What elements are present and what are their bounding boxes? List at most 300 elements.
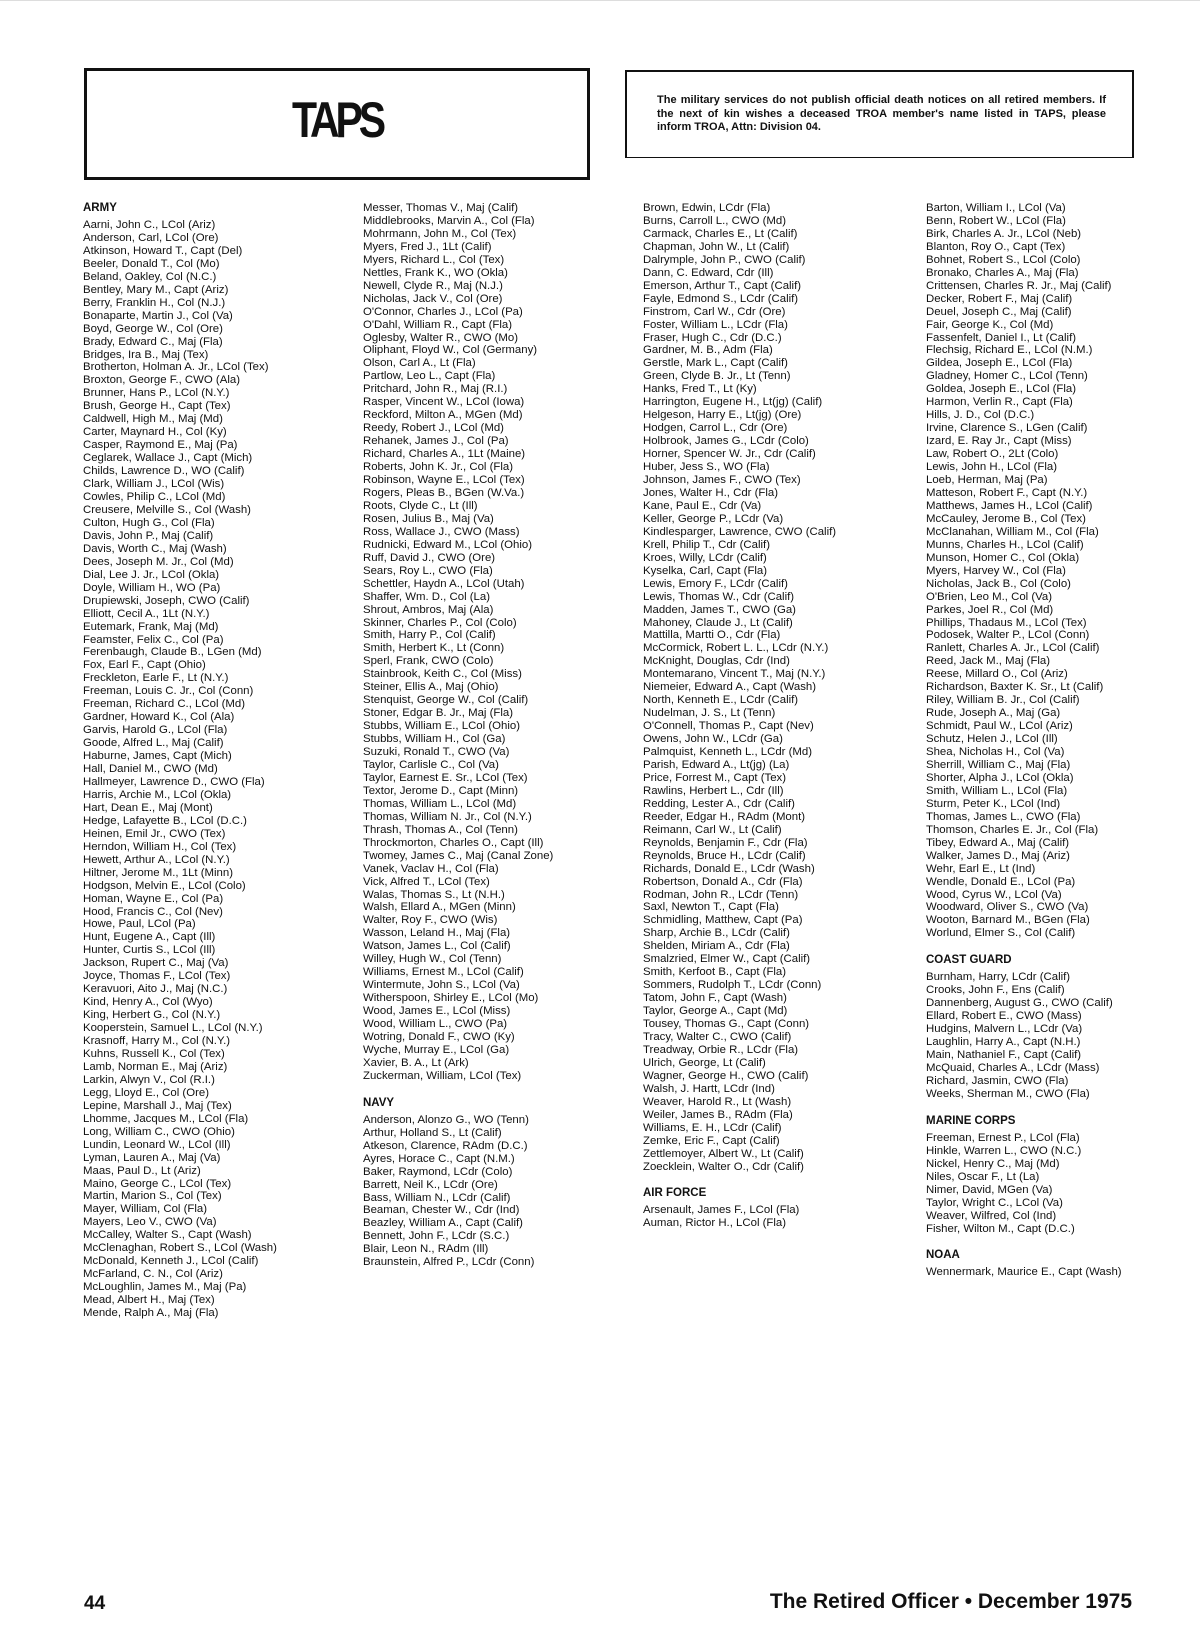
list-item: Hall, Daniel M., CWO (Md) (83, 763, 218, 776)
list-item: Herndon, William H., Col (Tex) (83, 840, 237, 853)
section-heading: COAST GUARD (926, 954, 1012, 967)
list-item: Steiner, Ellis A., Maj (Ohio) (363, 681, 499, 694)
list-item: McClenaghan, Robert S., LCol (Wash) (83, 1242, 277, 1255)
list-item: Laughlin, Harry A., Capt (N.H.) (926, 1036, 1081, 1049)
list-item: Treadway, Orbie R., LCdr (Fla) (643, 1043, 799, 1056)
list-item: Caldwell, High M., Maj (Md) (83, 413, 223, 426)
list-item: Kind, Henry A., Col (Wyo) (83, 996, 213, 1009)
list-item: Roberts, John K. Jr., Col (Fla) (363, 461, 514, 474)
list-item: Gildea, Joseph E., LCol (Fla) (926, 357, 1073, 370)
list-item: Harmon, Verlin R., Capt (Fla) (926, 396, 1073, 409)
list-item: Witherspoon, Shirley E., LCol (Mo) (363, 992, 539, 1005)
list-item: Hallmeyer, Lawrence D., CWO (Fla) (83, 775, 265, 788)
list-item: Decker, Robert F., Maj (Calif) (926, 292, 1073, 305)
list-item: Goode, Alfred L., Maj (Calif) (83, 737, 224, 750)
list-item: Elliott, Cecil A., 1Lt (N.Y.) (83, 607, 210, 620)
list-item: Hinkle, Warren L., CWO (N.C.) (926, 1144, 1082, 1157)
list-item: Lhomme, Jacques M., LCol (Fla) (83, 1112, 249, 1125)
list-item: Crooks, John F., Ens (Calif) (926, 984, 1065, 997)
list-item: Thrash, Thomas A., Col (Tenn) (363, 823, 518, 836)
list-item: Nettles, Frank K., WO (Okla) (363, 266, 508, 279)
list-item: Saxl, Newton T., Capt (Fla) (643, 901, 779, 914)
list-item: Thomas, James L., CWO (Fla) (926, 810, 1081, 823)
list-item: Stubbs, William H., Col (Ga) (363, 733, 506, 746)
list-item: Reynolds, Bruce H., LCdr (Calif) (643, 849, 806, 862)
list-item: Niles, Oscar F., Lt (La) (926, 1170, 1040, 1183)
list-item: Munns, Charles H., LCol (Calif) (926, 538, 1084, 551)
list-item: Riley, William B. Jr., Col (Calif) (926, 694, 1080, 707)
list-item: Hanks, Fred T., Lt (Ky) (643, 383, 757, 396)
list-item: Freeman, Louis C. Jr., Col (Conn) (83, 685, 254, 698)
list-item: Thomas, William N. Jr., Col (N.Y.) (363, 810, 532, 823)
list-item: Fisher, Wilton M., Capt (D.C.) (926, 1222, 1075, 1235)
list-item: Krasnoff, Harry M., Col (N.Y.) (83, 1035, 231, 1048)
list-item: Worlund, Elmer S., Col (Calif) (926, 927, 1076, 940)
list-item: Blanton, Roy O., Capt (Tex) (926, 240, 1066, 253)
list-item: Arsenault, James F., LCol (Fla) (643, 1204, 800, 1217)
list-item: Atkeson, Clarence, RAdm (D.C.) (363, 1139, 528, 1152)
list-item: Rosen, Julius B., Maj (Va) (363, 512, 494, 525)
list-item: Walsh, Ellard A., MGen (Minn) (363, 901, 516, 914)
notice-text: The military services do not publish official death notices on all retired members. If the next of kin wishes a deceased TROA member's name listed in TAPS, please inform TROA, Attn: Division 04. (657, 94, 1106, 133)
list-item: Matthews, James H., LCol (Calif) (926, 499, 1093, 512)
list-item: Anderson, Alonzo G., WO (Tenn) (363, 1113, 529, 1126)
list-item: O'Dahl, William R., Capt (Fla) (363, 318, 513, 331)
list-item: Culton, Hugh G., Col (Fla) (83, 516, 215, 529)
list-item: Mayer, William, Col (Fla) (83, 1203, 208, 1216)
list-item: Anderson, Carl, LCol (Ore) (83, 231, 219, 244)
list-item: Dannenberg, August G., CWO (Calif) (926, 997, 1113, 1010)
list-item: Phillips, Thadaus M., LCol (Tex) (926, 616, 1087, 629)
list-item: Wintermute, John S., LCol (Va) (363, 979, 520, 992)
list-item: Atkinson, Howard T., Capt (Del) (83, 244, 243, 257)
list-item: Pritchard, John R., Maj (R.I.) (363, 383, 508, 396)
list-item: Weaver, Wilfred, Col (Ind) (926, 1209, 1057, 1222)
list-item: Sturm, Peter K., LCol (Ind) (926, 797, 1061, 810)
list-item: Messer, Thomas V., Maj (Calif) (363, 202, 519, 214)
list-item: Beazley, William A., Capt (Calif) (363, 1217, 523, 1230)
list-item: Harrington, Eugene H., Lt(jg) (Calif) (643, 396, 823, 409)
list-item: Ayres, Horace C., Capt (N.M.) (363, 1152, 515, 1165)
list-item: Emerson, Arthur T., Capt (Calif) (643, 279, 802, 292)
list-item: McKnight, Douglas, Cdr (Ind) (643, 655, 790, 668)
list-item: Schmidling, Matthew, Capt (Pa) (643, 914, 803, 927)
list-item: Joyce, Thomas F., LCol (Tex) (83, 970, 231, 983)
list-item: Shrout, Ambros, Maj (Ala) (363, 603, 494, 616)
list-item: Homan, Wayne E., Col (Pa) (83, 892, 224, 905)
list-item: McClanahan, William M., Col (Fla) (926, 525, 1099, 538)
list-item: Myers, Richard L., Col (Tex) (363, 253, 505, 266)
list-item: Tousey, Thomas G., Capt (Conn) (643, 1018, 810, 1031)
list-item: Bass, William N., LCdr (Calif) (363, 1191, 511, 1204)
list-item: Sears, Roy L., CWO (Fla) (363, 564, 493, 577)
list-item: Beland, Oakley, Col (N.C.) (83, 270, 217, 283)
list-item: Hunt, Eugene A., Capt (Ill) (83, 931, 216, 944)
list-item: Zemke, Eric F., Capt (Calif) (643, 1134, 780, 1147)
list-item: Lewis, Emory F., LCdr (Calif) (643, 577, 788, 590)
list-item: Cowles, Philip C., LCol (Md) (83, 491, 226, 504)
list-item: Finstrom, Carl W., Cdr (Ore) (643, 305, 786, 318)
list-item: Twomey, James C., Maj (Canal Zone) (363, 849, 554, 862)
list-item: Reimann, Carl W., Lt (Calif) (643, 823, 782, 836)
list-item: McFarland, C. N., Col (Ariz) (83, 1268, 223, 1281)
list-item: Williams, E. H., LCdr (Calif) (643, 1121, 782, 1134)
list-item: Robertson, Donald A., Cdr (Fla) (643, 875, 803, 888)
list-item: Irvine, Clarence S., LGen (Calif) (926, 422, 1088, 435)
list-item: Mende, Ralph A., Maj (Fla) (83, 1307, 219, 1320)
list-item: Barton, William I., LCol (Va) (926, 202, 1066, 214)
list-item: Smith, William L., LCol (Fla) (926, 784, 1068, 797)
list-item: Richard, Charles A., 1Lt (Maine) (363, 448, 526, 461)
list-item: Drupiewski, Joseph, CWO (Calif) (83, 594, 250, 607)
list-item: Tatom, John F., Capt (Wash) (643, 992, 787, 1005)
list-item: Nimer, David, MGen (Va) (926, 1183, 1053, 1196)
list-item: Nicholas, Jack B., Col (Colo) (926, 577, 1071, 590)
list-item: Shorter, Alpha J., LCol (Okla) (926, 771, 1074, 784)
list-item: Jones, Walter H., Cdr (Fla) (643, 486, 779, 499)
list-item: Oglesby, Walter R., CWO (Mo) (363, 331, 519, 344)
list-item: Garvis, Harold G., LCol (Fla) (83, 724, 228, 737)
list-item: Suzuki, Ronald T., CWO (Va) (363, 746, 510, 759)
list-item: Walker, James D., Maj (Ariz) (926, 849, 1070, 862)
list-item: Taylor, Wright C., LCol (Va) (926, 1196, 1063, 1209)
list-item: Gardner, M. B., Adm (Fla) (643, 344, 773, 357)
list-item: Ulrich, George, Lt (Calif) (643, 1056, 766, 1069)
list-item: McQuaid, Charles A., LCdr (Mass) (926, 1062, 1100, 1074)
list-item: Flechsig, Richard E., LCol (N.M.) (926, 344, 1093, 357)
column-4 (926, 202, 1196, 1279)
list-item: Price, Forrest M., Capt (Tex) (643, 771, 787, 784)
list-item: Gladney, Homer C., LCol (Tenn) (926, 370, 1088, 383)
list-item: Ranlett, Charles A. Jr., LCol (Calif) (926, 642, 1100, 655)
list-item: Krell, Philip T., Cdr (Calif) (643, 538, 771, 551)
list-item: Haburne, James, Capt (Mich) (83, 750, 232, 763)
list-item: Rehanek, James J., Col (Pa) (363, 435, 509, 448)
list-item: Stainbrook, Keith C., Col (Miss) (363, 668, 522, 681)
list-item: Hewett, Arthur A., LCol (N.Y.) (83, 853, 230, 866)
list-item: Palmquist, Kenneth L., LCdr (Md) (643, 746, 813, 759)
list-item: Dees, Joseph M. Jr., Col (Md) (83, 555, 234, 568)
publication-line: The Retired Officer • December 1975 (769, 1590, 1132, 1613)
list-item: Reynolds, Benjamin F., Cdr (Fla) (643, 836, 808, 849)
list-item: Wennermark, Maurice E., Capt (Wash) (926, 1266, 1122, 1279)
list-item: Huber, Jess S., WO (Fla) (643, 461, 770, 474)
list-item: Thomas, William L., LCol (Md) (363, 797, 517, 810)
list-item: Smith, Harry P., Col (Calif) (363, 629, 496, 642)
section-heading: AIR FORCE (643, 1187, 707, 1200)
list-item: Maino, George C., LCol (Tex) (83, 1177, 232, 1190)
list-item: Smith, Herbert K., Lt (Conn) (363, 642, 505, 655)
list-item: Weaver, Harold R., Lt (Wash) (643, 1095, 792, 1108)
list-item: Bronako, Charles A., Maj (Fla) (926, 266, 1079, 279)
list-item: Larkin, Alwyn V., Col (R.I.) (83, 1073, 215, 1086)
list-item: Lundin, Leonard W., LCol (Ill) (83, 1138, 231, 1151)
list-item: Rodman, John R., LCdr (Tenn) (643, 888, 799, 901)
list-item: Brady, Edward C., Maj (Fla) (83, 335, 223, 348)
list-item: Deuel, Joseph C., Maj (Calif) (926, 305, 1072, 318)
list-item: Doyle, William H., WO (Pa) (83, 581, 221, 594)
list-item: Dial, Lee J. Jr., LCol (Okla) (83, 568, 220, 581)
section-heading: NOAA (926, 1249, 960, 1262)
list-item: Benn, Robert W., LCol (Fla) (926, 214, 1066, 227)
list-item: Nudelman, J. S., Lt (Tenn) (643, 707, 776, 720)
list-item: Stubbs, William E., LCol (Ohio) (363, 720, 520, 733)
list-item: Lewis, John H., LCol (Fla) (926, 461, 1058, 474)
page-number: 44 (84, 1593, 106, 1614)
list-item: Legg, Lloyd E., Col (Ore) (83, 1086, 209, 1099)
list-item: Woodward, Oliver S., CWO (Va) (926, 901, 1089, 914)
list-item: Zettlemoyer, Albert W., Lt (Calif) (643, 1147, 804, 1160)
list-item: Sperl, Frank, CWO (Colo) (363, 655, 494, 668)
list-item: Wood, Cyrus W., LCol (Va) (926, 888, 1062, 901)
list-item: O'Brien, Leo M., Col (Va) (926, 590, 1053, 603)
list-item: Carmack, Charles E., Lt (Calif) (643, 227, 798, 240)
list-item: Brown, Edwin, LCdr (Fla) (643, 202, 771, 214)
list-item: Myers, Fred J., 1Lt (Calif) (363, 240, 492, 253)
list-item: Stoner, Edgar B. Jr., Maj (Fla) (363, 707, 514, 720)
list-item: Wooton, Barnard M., BGen (Fla) (926, 914, 1090, 927)
list-item: Richards, Donald E., LCdr (Wash) (643, 862, 815, 875)
list-item: Mattilla, Martti O., Cdr (Fla) (643, 629, 781, 642)
list-item: Kuhns, Russell K., Col (Tex) (83, 1048, 225, 1060)
list-item: Barrett, Neil K., LCdr (Ore) (363, 1178, 498, 1191)
list-item: Gerstle, Mark L., Capt (Calif) (643, 357, 788, 370)
list-item: Thomson, Charles E. Jr., Col (Fla) (926, 823, 1099, 836)
list-item: North, Kenneth E., LCdr (Calif) (643, 694, 799, 707)
list-item: Chapman, John W., Lt (Calif) (643, 240, 790, 253)
list-item: Brotherton, Holman A. Jr., LCol (Tex) (83, 361, 269, 374)
list-item: Hedge, Lafayette B., LCol (D.C.) (83, 814, 247, 827)
list-item: Green, Clyde B. Jr., Lt (Tenn) (643, 370, 791, 383)
list-item: Burns, Carroll L., CWO (Md) (643, 214, 787, 227)
column-2 (363, 202, 633, 1269)
list-item: McDonald, Kenneth J., LCol (Calif) (83, 1255, 259, 1268)
list-item: Kyselka, Carl, Capt (Fla) (643, 564, 768, 577)
list-item: Weiler, James B., RAdm (Fla) (643, 1108, 793, 1121)
list-item: Lyman, Lauren A., Maj (Va) (83, 1151, 221, 1164)
list-item: Martin, Marion S., Col (Tex) (83, 1190, 222, 1203)
list-item: Reckford, Milton A., MGen (Md) (363, 409, 523, 422)
list-item: Walas, Thomas S., Lt (N.H.) (363, 888, 505, 901)
list-item: Davis, Worth C., Maj (Wash) (83, 542, 227, 555)
list-item: Bridges, Ira B., Maj (Tex) (83, 348, 209, 361)
list-item: Richard, Jasmin, CWO (Fla) (926, 1074, 1069, 1087)
list-item: Vick, Alfred T., LCol (Tex) (363, 875, 490, 888)
list-item: Oliphant, Floyd W., Col (Germany) (363, 344, 538, 357)
list-item: Beeler, Donald T., Col (Mo) (83, 257, 220, 270)
list-item: McCauley, Jerome B., Col (Tex) (926, 512, 1086, 525)
list-item: Niemeier, Edward A., Capt (Wash) (643, 681, 817, 694)
list-item: Clark, William J., LCol (Wis) (83, 478, 225, 491)
list-item: Smalzried, Elmer W., Capt (Calif) (643, 953, 811, 966)
list-item: Vanek, Vaclav H., Col (Fla) (363, 862, 499, 875)
list-item: Parish, Edward A., Lt(jg) (La) (643, 758, 790, 771)
list-item: Schutz, Helen J., LCol (Ill) (926, 733, 1058, 746)
list-item: Roots, Clyde C., Lt (Ill) (363, 499, 478, 512)
list-item: Hiltner, Jerome M., 1Lt (Minn) (83, 866, 234, 879)
list-item: Tracy, Walter C., CWO (Calif) (643, 1031, 792, 1043)
list-item: Eutemark, Frank, Maj (Md) (83, 620, 219, 633)
list-item: Redding, Lester A., Cdr (Calif) (643, 797, 795, 810)
list-item: Myers, Harvey W., Col (Fla) (926, 564, 1066, 577)
list-item: Lewis, Thomas W., Cdr (Calif) (643, 590, 795, 603)
list-item: Fassenfelt, Daniel I., Lt (Calif) (926, 331, 1077, 344)
list-item: Richardson, Baxter K. Sr., Lt (Calif) (926, 681, 1104, 694)
column-1 (83, 202, 353, 1320)
list-item: Goldea, Joseph E., LCol (Fla) (926, 383, 1077, 396)
list-item: Blair, Leon N., RAdm (Ill) (363, 1243, 489, 1256)
notice-box (625, 70, 1134, 158)
list-item: Rude, Joseph A., Maj (Ga) (926, 707, 1061, 720)
list-item: Sommers, Rudolph T., LCdr (Conn) (643, 979, 822, 992)
list-item: Reed, Jack M., Maj (Fla) (926, 655, 1051, 668)
list-item: Hills, J. D., Col (D.C.) (926, 409, 1035, 422)
list-item: Shelden, Miriam A., Cdr (Fla) (643, 940, 790, 953)
list-item: Stenquist, George W., Col (Calif) (363, 694, 529, 707)
list-item: Madden, James T., CWO (Ga) (643, 603, 796, 616)
list-item: Parkes, Joel R., Col (Md) (926, 603, 1054, 616)
list-item: Owens, John W., LCdr (Ga) (643, 733, 783, 746)
list-item: Wendle, Donald E., LCol (Pa) (926, 875, 1076, 888)
list-item: Tibey, Edward A., Maj (Calif) (926, 836, 1070, 849)
list-item: Helgeson, Harry E., Lt(jg) (Ore) (643, 409, 802, 422)
list-item: Watson, James L., Col (Calif) (363, 940, 511, 953)
list-item: Ceglarek, Wallace J., Capt (Mich) (83, 452, 253, 465)
list-item: Freeman, Ernest P., LCol (Fla) (926, 1131, 1080, 1144)
list-item: Ellard, Robert E., CWO (Mass) (926, 1010, 1082, 1023)
list-item: Zoecklein, Walter O., Cdr (Calif) (643, 1160, 804, 1173)
list-item: Taylor, Earnest E. Sr., LCol (Tex) (363, 771, 528, 784)
list-item: Wood, James E., LCol (Miss) (363, 1005, 511, 1018)
list-item: Boyd, George W., Col (Ore) (83, 322, 223, 335)
list-item: Freckleton, Earle F., Lt (N.Y.) (83, 672, 229, 685)
list-item: O'Connor, Charles J., LCol (Pa) (363, 305, 523, 318)
list-item: Foster, William L., LCdr (Fla) (643, 318, 788, 331)
list-item: Hunter, Curtis S., LCol (Ill) (83, 944, 216, 957)
list-item: Smith, Kerfoot B., Capt (Fla) (643, 966, 787, 979)
list-item: Weeks, Sherman M., CWO (Fla) (926, 1087, 1090, 1100)
list-item: Baker, Raymond, LCdr (Colo) (363, 1165, 513, 1178)
list-item: Wehr, Earl E., Lt (Ind) (926, 862, 1036, 875)
list-item: Shea, Nicholas H., Col (Va) (926, 746, 1065, 759)
list-item: Main, Nathaniel F., Capt (Calif) (926, 1049, 1082, 1062)
list-item: Wood, William L., CWO (Pa) (363, 1018, 508, 1031)
list-item: Mahoney, Claude J., Lt (Calif) (643, 616, 793, 629)
list-item: Nickel, Henry C., Maj (Md) (926, 1157, 1060, 1170)
list-item: Birk, Charles A. Jr., LCol (Neb) (926, 227, 1082, 240)
list-item: McCalley, Walter S., Capt (Wash) (83, 1229, 252, 1242)
list-item: Fayle, Edmond S., LCdr (Calif) (643, 292, 799, 305)
list-item: Walter, Roy F., CWO (Wis) (363, 914, 498, 927)
list-item: McCormick, Robert L. L., LCdr (N.Y.) (643, 642, 829, 655)
list-item: Taylor, Carlisle C., Col (Va) (363, 758, 499, 771)
list-item: Olson, Carl A., Lt (Fla) (363, 357, 476, 370)
list-item: Xavier, B. A., Lt (Ark) (363, 1056, 469, 1069)
list-item: Schettler, Haydn A., LCol (Utah) (363, 577, 525, 590)
list-item: Partlow, Leo L., Capt (Fla) (363, 370, 496, 383)
list-item: Reedy, Robert J., LCol (Md) (363, 422, 504, 435)
list-item: Bonaparte, Martin J., Col (Va) (83, 309, 233, 322)
list-item: Johnson, James F., CWO (Tex) (643, 474, 801, 487)
list-item: Wotring, Donald F., CWO (Ky) (363, 1031, 515, 1043)
list-item: Auman, Rictor H., LCol (Fla) (643, 1217, 787, 1230)
list-item: Wagner, George H., CWO (Calif) (643, 1069, 809, 1082)
list-item: Mead, Albert H., Maj (Tex) (83, 1294, 215, 1307)
list-item: Lepine, Marshall J., Maj (Tex) (83, 1099, 232, 1112)
list-item: Dann, C. Edward, Cdr (Ill) (643, 266, 774, 279)
list-item: Ferenbaugh, Claude B., LGen (Md) (83, 646, 262, 659)
list-item: Reese, Millard O., Col (Ariz) (926, 668, 1068, 681)
list-item: Heinen, Emil Jr., CWO (Tex) (83, 827, 226, 840)
list-item: Gardner, Howard K., Col (Ala) (83, 711, 235, 724)
list-item: Skinner, Charles P., Col (Colo) (363, 616, 517, 629)
list-item: Law, Robert O., 2Lt (Colo) (926, 448, 1059, 461)
list-item: Braunstein, Alfred P., LCdr (Conn) (363, 1256, 535, 1269)
list-item: Mayers, Leo V., CWO (Va) (83, 1216, 217, 1229)
list-item: Hart, Dean E., Maj (Mont) (83, 801, 213, 814)
section-heading: MARINE CORPS (926, 1114, 1016, 1127)
list-item: Kroes, Willy, LCdr (Calif) (643, 551, 767, 564)
list-item: Kooperstein, Samuel L., LCol (N.Y.) (83, 1022, 263, 1035)
list-item: King, Herbert G., Col (N.Y.) (83, 1009, 221, 1022)
list-item: Brunner, Hans P., LCol (N.Y.) (83, 387, 230, 400)
page-top-edge (0, 0, 1200, 1)
list-item: Sherrill, William C., Maj (Fla) (926, 758, 1071, 771)
list-item: Wyche, Murray E., LCol (Ga) (363, 1043, 510, 1056)
list-item: Zuckerman, William, LCol (Tex) (363, 1069, 522, 1082)
list-item: Wasson, Leland H., Maj (Fla) (363, 927, 511, 940)
list-item: Nicholas, Jack V., Col (Ore) (363, 292, 503, 305)
list-item: Broxton, George F., CWO (Ala) (83, 374, 240, 387)
list-item: Lamb, Norman E., Maj (Ariz) (83, 1060, 228, 1073)
list-item: Feamster, Felix C., Col (Pa) (83, 633, 224, 646)
section-heading: NAVY (363, 1096, 395, 1109)
taps-title-box (84, 68, 590, 180)
list-item: Rudnicki, Edward M., LCol (Ohio) (363, 538, 533, 551)
list-item: Horner, Spencer W. Jr., Cdr (Calif) (643, 448, 816, 461)
list-item: Rasper, Vincent W., LCol (Iowa) (363, 396, 525, 409)
list-item: Bennett, John F., LCdr (S.C.) (363, 1230, 510, 1243)
list-item: Casper, Raymond E., Maj (Pa) (83, 439, 238, 452)
list-item: Fraser, Hugh C., Cdr (D.C.) (643, 331, 782, 344)
list-item: Aarni, John C., LCol (Ariz) (83, 219, 216, 231)
list-item: Crittensen, Charles R. Jr., Maj (Calif) (926, 279, 1112, 292)
list-item: Izard, E. Ray Jr., Capt (Miss) (926, 435, 1072, 448)
list-item: O'Connell, Thomas P., Capt (Nev) (643, 720, 814, 733)
list-item: Williams, Ernest M., LCol (Calif) (363, 966, 524, 979)
list-item: Hood, Francis C., Col (Nev) (83, 905, 223, 918)
list-item: Carter, Maynard H., Col (Ky) (83, 426, 227, 439)
list-item: Throckmorton, Charles O., Capt (Ill) (363, 836, 544, 849)
list-item: Hudgins, Malvern L., LCdr (Va) (926, 1023, 1083, 1036)
column-3 (643, 202, 913, 1230)
list-item: Taylor, George A., Capt (Md) (643, 1005, 788, 1018)
list-item: Dalrymple, John P., CWO (Calif) (643, 253, 806, 266)
list-item: Hodgen, Carrol L., Cdr (Ore) (643, 422, 788, 435)
list-item: Rogers, Pleas B., BGen (W.Va.) (363, 486, 525, 499)
list-item: Robinson, Wayne E., LCol (Tex) (363, 474, 525, 487)
list-item: Berry, Franklin H., Col (N.J.) (83, 296, 226, 309)
list-item: Freeman, Richard C., LCol (Md) (83, 698, 246, 711)
list-item: Maas, Paul D., Lt (Ariz) (83, 1164, 201, 1177)
list-item: Harris, Archie M., LCol (Okla) (83, 788, 232, 801)
list-item: Long, William C., CWO (Ohio) (83, 1125, 235, 1138)
list-item: Howe, Paul, LCol (Pa) (83, 918, 196, 931)
list-item: Matteson, Robert F., Capt (N.Y.) (926, 486, 1088, 499)
list-item: McLoughlin, James M., Maj (Pa) (83, 1281, 247, 1294)
list-item: Podosek, Walter P., LCol (Conn) (926, 629, 1090, 642)
list-item: Burnham, Harry, LCdr (Calif) (926, 971, 1071, 984)
